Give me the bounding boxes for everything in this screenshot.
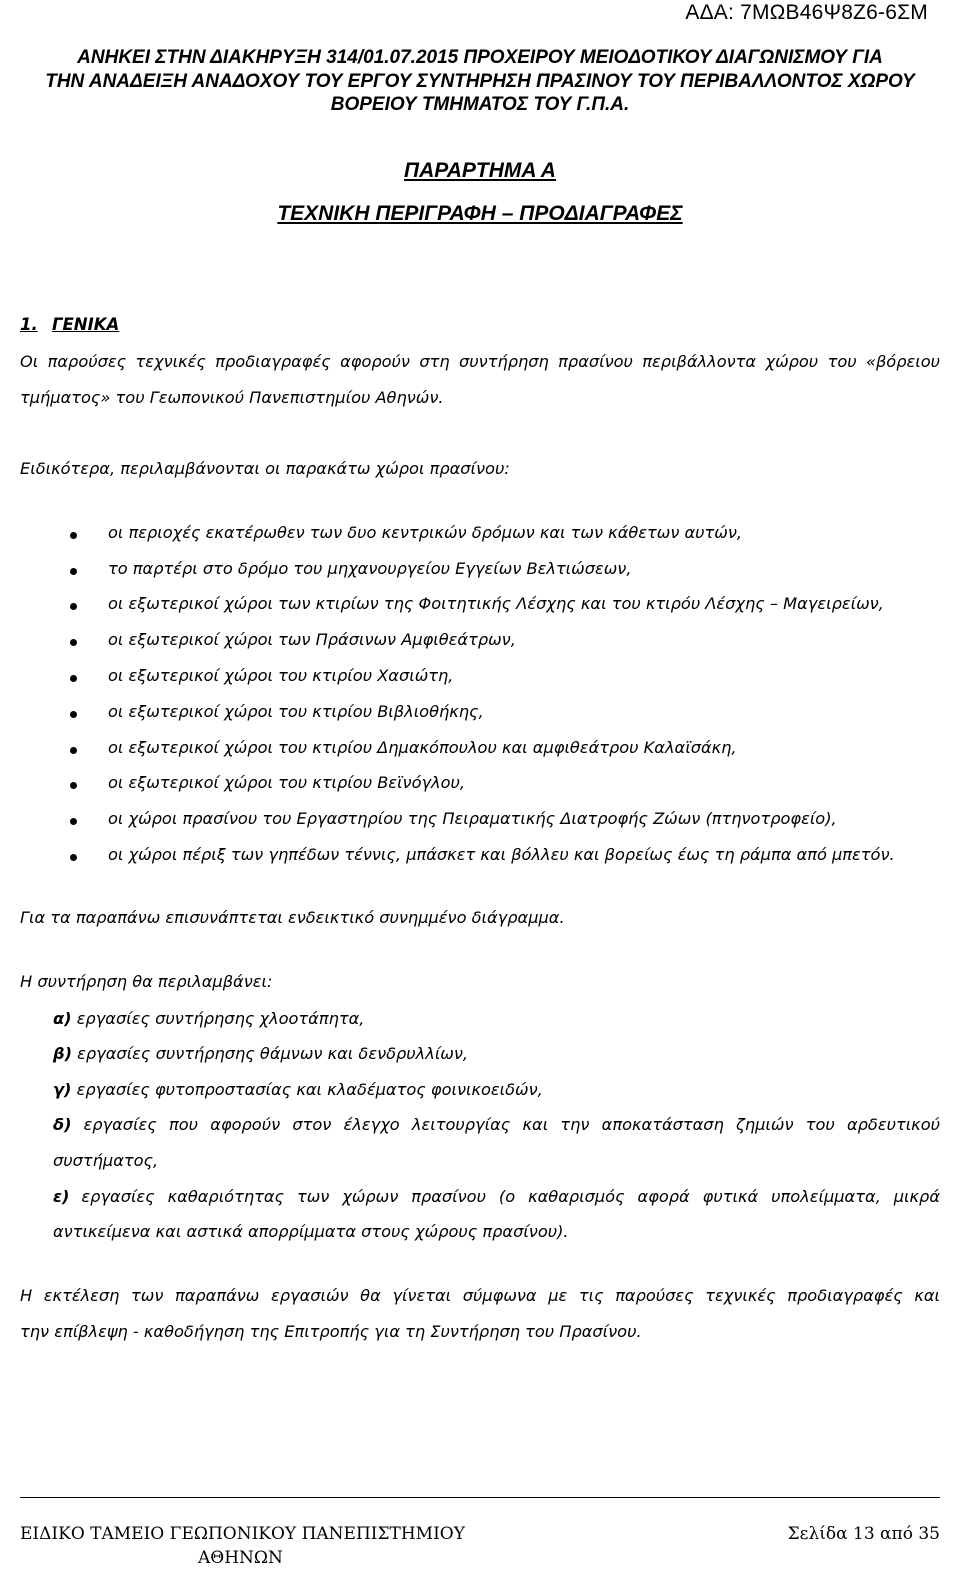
task-text: εργασίες φυτοπροστασίας και κλαδέματος φοινικοειδών,: [76, 1080, 543, 1099]
task-d: [53, 1115, 940, 1134]
bullet-icon: [70, 568, 77, 575]
bullet-icon: [70, 747, 77, 754]
maintenance-intro: Η συντήρηση θα περιλαμβάνει:: [20, 972, 273, 991]
annex-title: ΠΑΡΑΡΤΗΜΑ Α: [404, 159, 556, 182]
task-text: εργασίες συντήρησης χλοοτάπητα,: [76, 1009, 365, 1028]
footer-page-number: Σελίδα 13 από 35: [787, 1524, 940, 1544]
list-item: οι εξωτερικοί χώροι των κτιρίων της Φοιτητικής Λέσχης και του κτιρόυ Λέσχης – Μαγειρείων,: [108, 594, 884, 613]
list-item: οι χώροι πρασίνου του Εργαστηρίου της Πειραματικής Διατροφής Ζώων (πτηνοτροφείο),: [108, 809, 837, 828]
task-label: γ): [53, 1080, 72, 1099]
list-item: οι εξωτερικοί χώροι του κτιρίου Δημακόπουλου και αμφιθεάτρου Καλαϊσάκη,: [108, 738, 737, 757]
header-line-3: ΒΟΡΕΙΟΥ ΤΜΗΜΑΤΟΣ ΤΟΥ Γ.Π.Α.: [330, 94, 630, 115]
list-item: οι χώροι πέριξ των γηπέδων τέννις, μπάσκετ και βόλλευ και βορείως έως τη ράμπα από μπετόν.: [108, 845, 895, 864]
footer-divider: [20, 1497, 940, 1498]
header-line-1: ΑΝΗΚΕΙ ΣΤΗΝ ΔΙΑΚΗΡΥΞΗ 314/01.07.2015 ΠΡΟΧΕΙΡΟΥ ΜΕΙΟΔΟΤΙΚΟΥ ΔΙΑΓΩΝΙΣΜΟΥ ΓΙΑ: [77, 47, 883, 68]
task-label: ε): [53, 1187, 70, 1206]
closing-line-2: την επίβλεψη - καθοδήγηση της Επιτροπής για τη Συντήρηση του Πρασίνου.: [20, 1322, 642, 1341]
diagram-note: Για τα παραπάνω επισυνάπτεται ενδεικτικό συνημμένο διάγραμμα.: [20, 908, 565, 927]
section-number: 1.: [20, 315, 38, 334]
ada-code: ΑΔΑ: 7ΜΩΒ46Ψ8Ζ6-6ΣΜ: [685, 1, 928, 24]
task-text: εργασίες συντήρησης θάμνων και δενδρυλλίων,: [77, 1044, 469, 1063]
document-header: [20, 46, 940, 117]
specifics-intro: Ειδικότερα, περιλαμβάνονται οι παρακάτω χώροι πρασίνου:: [20, 459, 510, 478]
intro-line-2: τμήματος» του Γεωπονικού Πανεπιστημίου Αθηνών.: [20, 388, 444, 407]
task-text: εργασίες καθαριότητας των χώρων πρασίνου (ο καθαρισμός αφορά φυτικά υπολείμματα, μικρά: [81, 1187, 940, 1206]
bullet-icon: [70, 711, 77, 718]
task-label: α): [53, 1009, 72, 1028]
annex-subtitle: ΤΕΧΝΙΚΗ ΠΕΡΙΓΡΑΦΗ – ΠΡΟΔΙΑΓΡΑΦΕΣ: [277, 202, 683, 225]
list-item: οι εξωτερικοί χώροι του κτιρίου Χασιώτη,: [108, 666, 454, 685]
task-e-continued: αντικείμενα και αστικά απορρίμματα στους χώρους πρασίνου).: [53, 1222, 569, 1241]
list-item: οι περιοχές εκατέρωθεν των δυο κεντρικών δρόμων και των κάθετων αυτών,: [108, 523, 743, 542]
list-item: το παρτέρι στο δρόμο του μηχανουργείου Εγγείων Βελτιώσεων,: [108, 559, 632, 578]
bullet-icon: [70, 603, 77, 610]
task-label: δ): [53, 1115, 72, 1134]
task-label: β): [53, 1044, 72, 1063]
bullet-icon: [70, 639, 77, 646]
section-title: ΓΕΝΙΚΑ: [52, 315, 120, 334]
task-c: [53, 1080, 543, 1099]
list-item: οι εξωτερικοί χώροι των Πράσινων Αμφιθεάτρων,: [108, 630, 516, 649]
task-e: [53, 1187, 940, 1206]
task-d-continued: συστήματος,: [53, 1151, 159, 1170]
task-text: εργασίες που αφορούν στον έλεγχο λειτουργίας και την αποκατάσταση ζημιών του αρδευτικού: [83, 1115, 940, 1134]
list-item: οι εξωτερικοί χώροι του κτιρίου Βεϊνόγλου,: [108, 773, 466, 792]
intro-line-1: Οι παρούσες τεχνικές προδιαγραφές αφορούν στη συντήρηση πρασίνου περιβάλλοντα χώρου του «βόρειου: [20, 352, 940, 371]
task-a: [53, 1009, 364, 1028]
footer-org-line-2: ΑΘΗΝΩΝ: [198, 1548, 283, 1568]
footer-org-line-1: ΕΙΔΙΚΟ ΤΑΜΕΙΟ ΓΕΩΠΟΝΙΚΟΥ ΠΑΝΕΠΙΣΤΗΜΙΟΥ: [20, 1524, 465, 1544]
bullet-icon: [70, 854, 77, 861]
bullet-icon: [70, 532, 77, 539]
list-item: οι εξωτερικοί χώροι του κτιρίου Βιβλιοθήκης,: [108, 702, 484, 721]
closing-line-1: Η εκτέλεση των παραπάνω εργασιών θα γίνεται σύμφωνα με τις παρούσες τεχνικές προδιαγραφές και: [20, 1286, 940, 1305]
bullet-icon: [70, 818, 77, 825]
bullet-icon: [70, 675, 77, 682]
task-b: [53, 1044, 468, 1063]
header-line-2: ΤΗΝ ΑΝΑΔΕΙΞΗ ΑΝΑΔΟΧΟΥ ΤΟΥ ΕΡΓΟΥ ΣΥΝΤΗΡΗΣΗ ΠΡΑΣΙΝΟΥ ΤΟΥ ΠΕΡΙΒΑΛΛΟΝΤΟΣ ΧΩΡΟΥ: [45, 70, 915, 92]
bullet-icon: [70, 782, 77, 789]
